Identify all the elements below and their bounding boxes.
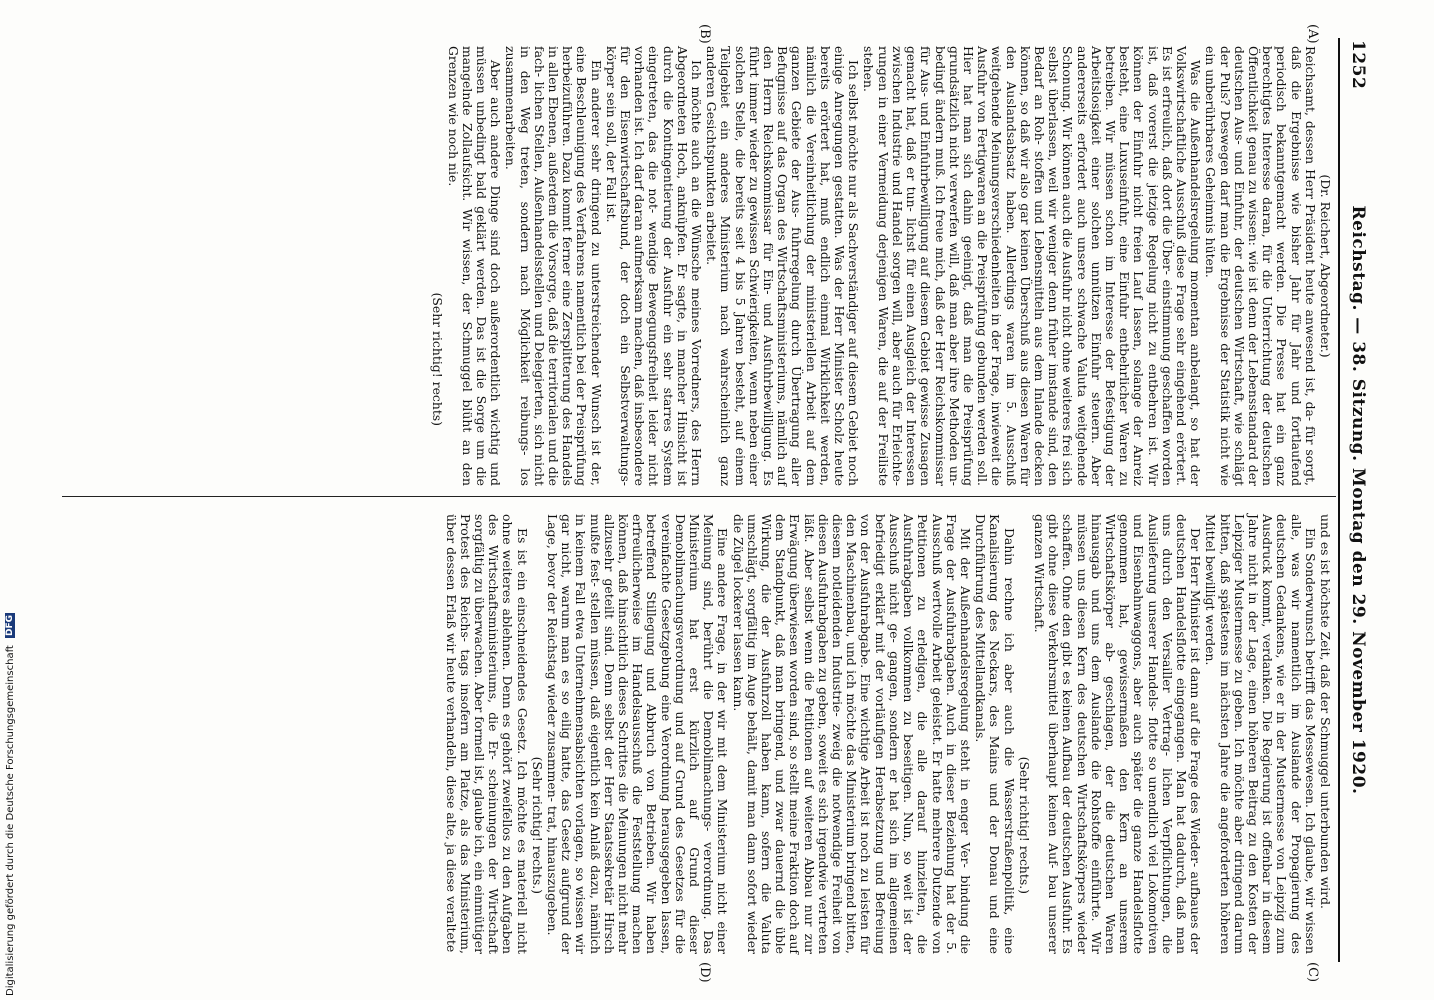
page-header xyxy=(1342,40,1368,960)
page-title: Reichstag. — 38. Sitzung. Montag den 29. November 1920. xyxy=(1348,205,1368,795)
paragraph: Ich selbst möchte nur als Sachverständiger auf diesem Gebiet noch einige Anregungen gestatten. Was der Herr Minister Scholz heute bereits erörtert hat, muß endlich einmal Wirklichkeit werden, nämlich die Vereinheitlichung der ministeriellen Arbeit auf dem ganzen Gebiete der Aus- fuhrregelung durch Übertragung aller Befugnisse auf das Organ des Wirtschaftsministeriums, nämlich auf den Herrn Reichskommissar für Ein- und Ausfuhrbewilligung. Es führt immer wieder zu gewissen Schwierigkeiten, wenn neben einer solchen Stelle, die bereits seit 4 bis 5 Jahren besteht, auf einem Teilgebiet ein anderes Ministerium nach wahrscheinlich ganz anderen Gesichtspunkten arbeitet. xyxy=(704,46,862,486)
margin-label-d: (D) xyxy=(697,962,712,983)
column-divider xyxy=(62,496,1336,497)
paragraph: Reichsamt, dessen Herr Präsident heute anwesend ist, da- für sorgt, daß die Ergebnisse wie bisher Jahr für Jahr und fortlaufend periodisch bekanntgemacht werden. Die Presse hat ein ganz berechtigtes Interesse daran, für die Unterrichtung der deutschen Öffentlichkeit genau zu wissen: wie ist denn der Lebensstandard der deutschen Aus- und Einfuhr, der deutschen Wirtschaft, wie schlägt der Puls? Deswegen darf man die Ergebnisse der Statistik nicht wie ein unberührbares Geheimnis hüten. xyxy=(1203,46,1318,486)
page-number: 1252 xyxy=(1348,40,1368,90)
rotated-page xyxy=(52,20,1382,983)
digitization-footer xyxy=(2,396,20,996)
applause-note: (Sehr richtig! rechts) xyxy=(430,292,446,426)
paragraph: Eine andere Frage, in der wir mit dem Ministerium nicht einer Meinung sind, berührt die Demobilmachungs- verordnung. Das Ministerium hat erst kürzlich auf Grund dieser Demobilmachungsverordnung und auf Grund des Gesetzes für die vereinfachte Gesetzgebung eine Verordnung herausgegeben lassen, betreffend Stillegung und Abbruch von Betrieben. Wir haben erfreulicherweise im Handelsausschuß die Feststellung machen können, daß hinsichtlich dieses Schrittes die Meinungen nicht mehr allzusehr geteilt sind. Denn selbst der Herr Staatssekretär Hirsch mußte fest- stellen müssen, daß eigentlich kein Anlaß dazu, nämlich in keinem Fall etwa Unternehmensabsichten vorlagen, so wissen wir gar nicht, warum man es so eilig hatte, das Gesetz aufgrund der Lage, bevor der Reichstag wieder zusammen- trat, hinauszugeben. xyxy=(545,514,731,954)
paragraph: Aber auch andere Dinge sind doch außerordentlich wichtig und müssen unbedingt bald geklärt werden. Das ist die Sorge um die mangelnde Zollaufsicht. Wir wissen, der Schmuggel blüht an den Grenzen wie noch nie. xyxy=(445,46,504,486)
paragraph: Ein Sonderwunsch betrifft das Messewesen. Ich glaube, wir wissen alle, was wir namentlich im Auslande der Propagierung des deutschen Gedankens, wie er in der Mustermesse von Leipzig zum Ausdruck kommt, verdanken. Die Regierung ist offenbar in diesem Jahre nicht in der Lage, einen höheren Beitrag zu den Kosten der Leipziger Mustermesse zu geben. Ich möchte aber dringend darum bitten, daß spätestens im nächsten Jahre die angeforderten höheren Mittel bewilligt werden. xyxy=(1203,514,1318,954)
paragraph: Ich möchte auch an die Wünsche meines Vorredners, des Herrn Abgeordneten Hoch, anknüpfen. Er sagte, in mancher Hinsicht ist durch die Kontingentierung der Ausfuhr ein sehr starres System eingetreten, das die not- wendige Bewegungsfreiheit leider nicht vorhanden ist. Ich darf daran aufmerksam machen, daß insbesondere für den Eisenwirtschaftsbund, der doch ein Selbstverwaltungs- körper sein soll, der Fall ist. xyxy=(603,46,705,486)
paragraph: Ein anderer sehr dringend zu unterstreichender Wunsch ist der, eine Beschleunigung des Verfahrens namentlich bei der Preisprüfung herbeizuführen. Dazu kommt ferner eine Zersplitterung des Handels in allen Ebenen, außerdem die Vorsorge, daß die territorialen und die fach- lichen Stellen, Außenhandelsstellen und Delegierten, sich nicht in den Weg treten, sondern nach Möglichkeit reibungs- los zusammenarbeiten. xyxy=(503,46,604,486)
paragraph: Mit der Außenhandelsregelung steht in enger Ver- bindung die Frage der Ausfuhrabgaben. Auch in dieser Beziehung hat der 5. Ausschuß wertvolle Arbeit geleistet. Er hatte mehrere Dutzende von Petitionen zu erledigen, die alle darauf hinzielten, die Ausfuhrabgaben vollkommen zu beseitigen. Nun, so weit ist der Ausschuß nicht ge- gangen, sondern er hat sich im allgemeinen befriedigt erklärt mit der vorläufigen Herabsetzung und Befreiung von der Ausfuhrabgabe. Eine wichtige Arbeit ist noch zu leisten für den Maschinenbau, und ich möchte das Ministerium bringend bitten, diesem notleidenden Industrie- zweig die notwendige Freiheit von diesen Ausfuhrabgaben zu geben, soweit es sich irgendwie vertreten läßt. Aber selbst wenn die Petitionen auf weiteren Abbau nur zur Erwägung überwiesen worden sind, so stellt meine Fraktion doch auf dem Standpunkt, daß man bringend, und zwar dauernd die üble Wirkung, die der Ausfuhrzoll haben kann, sofern die Valuta umschlägt, sorgfältig im Auge behält, damit man dann sofort wieder die Zügel lockerer lassen kann. xyxy=(730,514,973,954)
paragraph: Dahin rechne ich aber auch die Wasserstraßenpolitik, eine Kanalisierung des Neckars, des Mains und der Donau und eine Durchführung des Mittellandkanals. xyxy=(973,514,1017,954)
margin-label-c: (C) xyxy=(1305,962,1320,983)
applause-note: (Sehr richtig! rechts.) xyxy=(529,756,545,894)
footer-credit: Digitalisierung gefördert durch die Deutsche Forschungsgemeinschaft xyxy=(5,645,16,996)
paragraph: Es ist ein einschneidendes Gesetz. Ich möchte es materiell nicht ohne weiteres ablehnen. Denn es gehört zweifellos zu den Aufgaben des Wirtschaftsministeriums, die Er- scheinungen der Wirtschaft sorgfältig zu überwachen. Aber formell ist, glaube ich, ein einmütiger Protest des Reichs- tags insofern am Platze, als das Ministerium, über dessen Erlaß wir heute verhandeln, diese alte, ja diese veraltete xyxy=(443,514,530,954)
margin-label-b: (B) xyxy=(697,24,712,44)
header-rule xyxy=(1338,38,1340,962)
applause-note: (Sehr richtig! rechts.) xyxy=(1016,756,1032,894)
paragraph: Der Herr Minister ist dann auf die Frage des Wieder- aufbaues der deutschen Handelsflotte eingegangen. Man hat dadurch, daß man uns durch den Versailler Vertrag- lichen Verpflichtungen, die Auslieferung unserer Handels- flotte so unendlich viel Lokomotiven und Eisenbahnwaggons, aber auch später die ganze Handelsflotte genommen hat, gewissermaßen den Kern an unserem Wirtschaftskörper ab- geschlagen, der die deutschen Waren hinausgab und uns dem Auslande die Rohstoffe einführte. Wir müssen uns diesen Kern des deutschen Wirtschaftskörpers wieder schaffen. Ohne den gibt es keinen Aufbau der deutschen Ausfuhr. Es gibt ohne diese Verkehrsmittel überhaupt keinen Auf- bau unserer ganzen Wirtschaft. xyxy=(1031,514,1204,954)
speaker-line: (Dr. Reichert, Abgeordneter.) xyxy=(1318,174,1333,358)
left-column xyxy=(62,46,1332,486)
paragraph: und es ist höchste Zeit, daß der Schmuggel unterbunden wird. xyxy=(1318,514,1333,909)
margin-label-a: (A) xyxy=(1305,24,1320,44)
paragraph: Was die Außenhandelsregelung momentan anbelangt, so hat der Volkswirtschaftliche Ausschuß diese Frage sehr eingehend erörtert. Es ist erfreulich, daß dort die Über- einstimmung geschaffen worden ist, daß vorerst die jetzige Regelung nicht zu entbehren ist. Wir können der Einfuhr nicht freien Lauf lassen, solange der Anreiz besteht, eine Luxuseinfuhr, eine Einfuhr entbehrlicher Waren zu betreiben. Wir müssen schon im Interesse der Befestigung der Arbeitslosigkeit einer solchen unnützen Einfuhr steuern. Aber andererseits erfordert auch unsere schwache Valuta weitgehende Schonung. Wir können auch die Ausfuhr nicht ohne weiteres frei sich selbst überlassen, weil wir weniger denn früher imstande sind, den Bedarf an Roh- stoffen und Lebensmitteln aus dem Inlande decken können, so daß wir also gar keinen Überschuß aus diesen Waren für den Auslandsabsatz haben. Allerdings waren im 5. Ausschuß weitgehende Meinungsverschiedenheiten in der Frage, inwieweit die Ausfuhr von Fertigwaren an die Preisprüfung gebunden werden soll. Hier hat man sich dahin geeinigt, daß man die Preisprüfung grundsätzlich nicht verwerfen will, daß man aber ihre Methoden un- bedingt ändern muß. Ich freue mich, daß der Herr Reichskommissar für Aus- und Einfuhrbewilligung auf diesem Gebiet gewisse Zusagen gemacht hat, daß er tun- lichst für einen Ausgleich der Interessen zwischen Industrie und Handel sorgen will, aber auch für Erleichte- rungen in einer Vermeidung derjenigen Waren, die auf der Freiliste stehen. xyxy=(861,46,1204,486)
right-column xyxy=(62,514,1332,954)
dfg-logo: DFG xyxy=(5,614,15,636)
